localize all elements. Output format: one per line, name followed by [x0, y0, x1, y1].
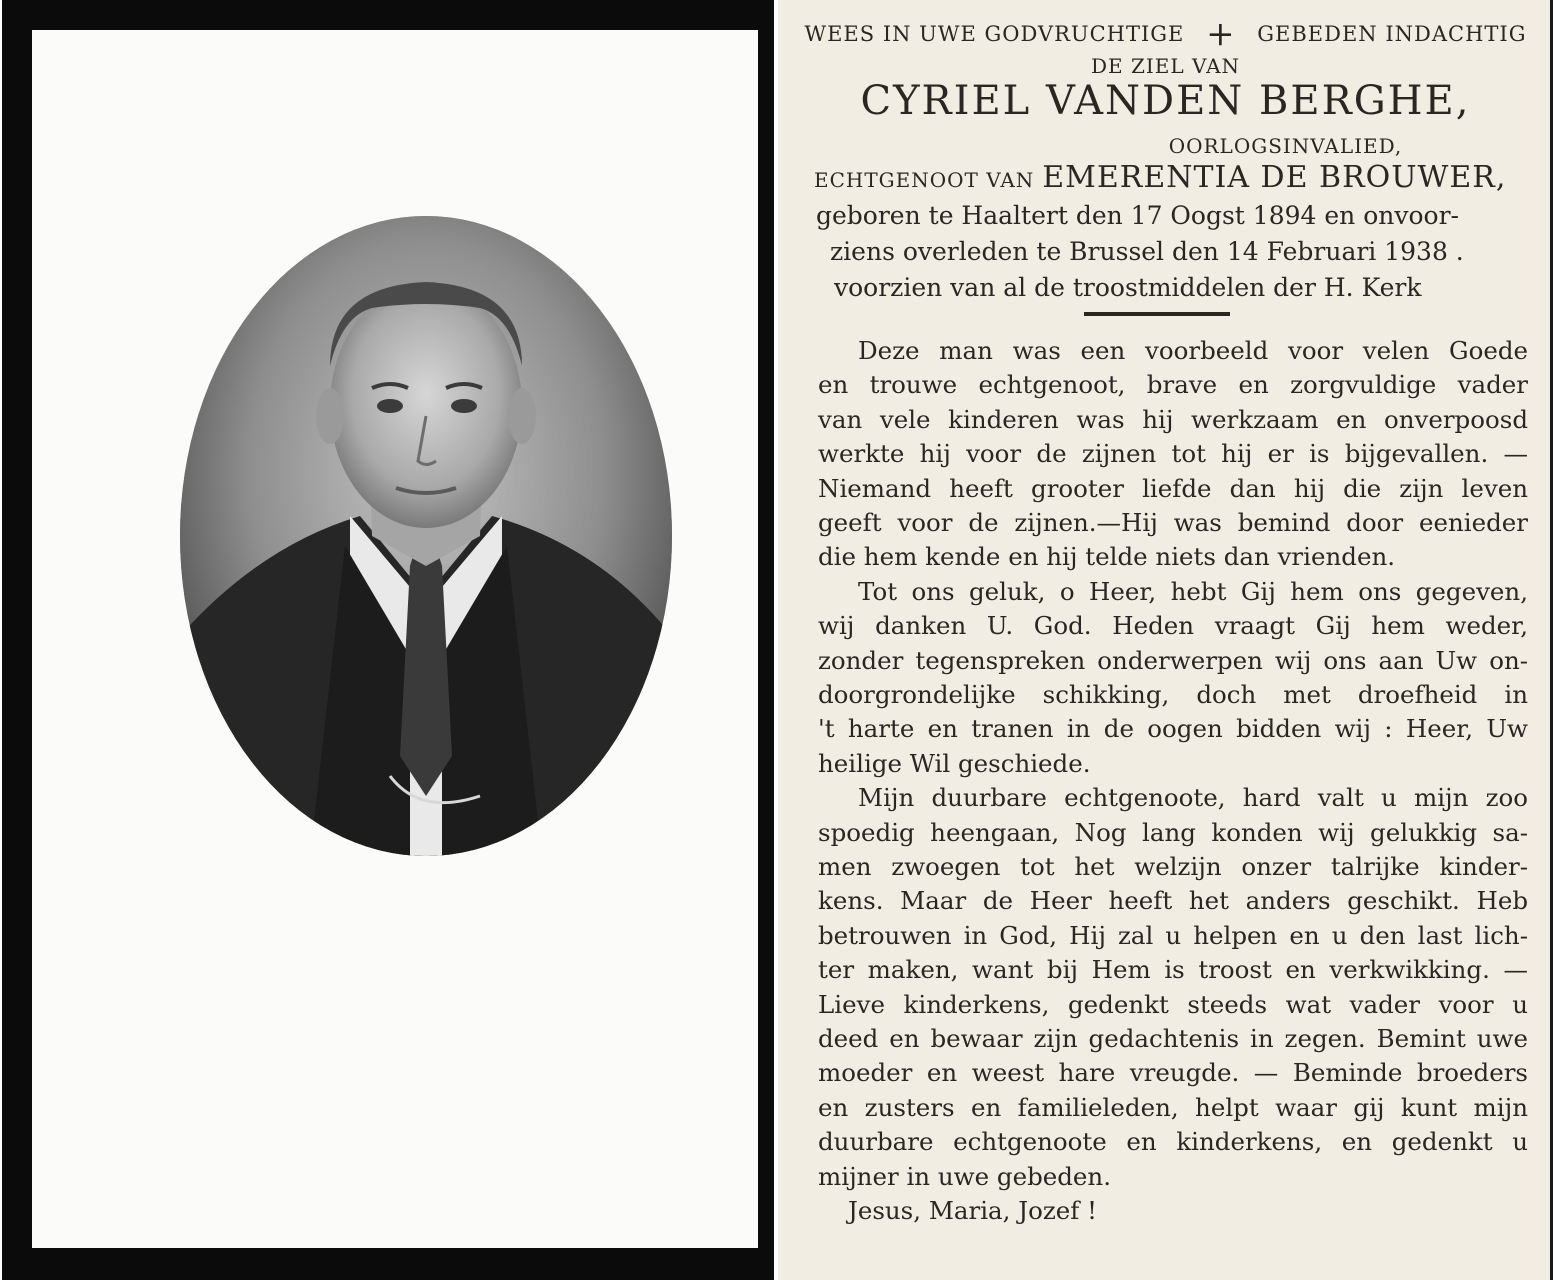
- memorial-text-line: van vele kinderen was hij werkzaam en onverpoosd: [818, 404, 1528, 434]
- memorial-text-line: men zwoegen tot het welzijn onzer talrijke kinder-: [818, 852, 1528, 881]
- memorial-text-line: werkte hij voor de zijnen tot hij er is bijgevallen. —: [818, 439, 1528, 469]
- deceased-name: CYRIEL VANDEN BERGHE,: [860, 78, 1471, 124]
- death-line: ziens overleden te Brussel den 14 Februari 1938 .: [830, 237, 1464, 266]
- memorial-text-line: betrouwen in God, Hij zal u helpen en u den last lich-: [818, 920, 1528, 950]
- cross-icon: +: [1206, 14, 1236, 54]
- memorial-text-line: doorgrondelijke schikking, doch met droefheid in: [818, 680, 1528, 709]
- memorial-text-line: moeder en weest hare vreugde. — Beminde broeders: [818, 1058, 1528, 1088]
- mourning-card-front: [2, 0, 774, 1280]
- memorial-text-line: en trouwe echtgenoot, brave en zorgvuldige vader: [818, 370, 1528, 400]
- memorial-text-line: en zusters en familieleden, helpt waar gij kunt mijn: [818, 1092, 1528, 1122]
- divider-rule: [1084, 312, 1230, 316]
- spouse-name: EMERENTIA DE BROUWER,: [1042, 160, 1507, 195]
- header-top-right: GEBEDEN INDACHTIG: [1257, 22, 1527, 46]
- mourning-card-back: [778, 0, 1553, 1280]
- deceased-title: OORLOGSINVALIED,: [1168, 134, 1403, 158]
- memorial-text-line: kens. Maar de Heer heeft het anders geschikt. Heb: [818, 886, 1528, 916]
- memorial-text-line: zonder tegenspreken onderwerpen wij ons aan Uw on-: [818, 645, 1528, 675]
- portrait-photo: [180, 216, 672, 856]
- spouse-line: [814, 160, 1506, 195]
- memorial-text-line: ter maken, want bij Hem is troost en verkwikking. —: [818, 955, 1528, 985]
- memorial-text-line: deed en bewaar zijn gedachtenis in zegen. Bemint uwe: [818, 1024, 1528, 1053]
- memorial-text-line: Jesus, Maria, Jozef !: [848, 1196, 1097, 1225]
- memorial-text-line: Niemand heeft grooter liefde dan hij die zijn leven: [818, 473, 1528, 503]
- memorial-text-line: Lieve kinderkens, gedenkt steeds wat vader voor u: [818, 989, 1528, 1019]
- header-ziel: DE ZIEL VAN: [1090, 54, 1241, 78]
- memorial-text-line: duurbare echtgenoote en kinderkens, en gedenkt u: [818, 1127, 1528, 1157]
- portrait-illustration: [180, 216, 672, 856]
- memorial-text-line: die hem kende en hij telde niets dan vrienden.: [818, 542, 1396, 572]
- card-edge: [1550, 0, 1553, 1280]
- spouse-label: ECHTGENOOT VAN: [814, 168, 1035, 192]
- memorial-text-line: 't harte en tranen in de oogen bidden wij : Heer, Uw: [818, 714, 1528, 744]
- memorial-text-line: geeft voor de zijnen.—Hij was bemind door eenieder: [818, 508, 1528, 537]
- memorial-text-line: wij danken U. God. Heden vraagt Gij hem weder,: [818, 611, 1528, 641]
- card-front-paper: [32, 30, 758, 1248]
- header-prayer-line: [778, 14, 1553, 54]
- memorial-text-line: mijner in uwe gebeden.: [818, 1161, 1111, 1191]
- memorial-text-line: Deze man was een voorbeeld voor velen Goede: [858, 336, 1528, 365]
- sacraments-line: voorzien van al de troostmiddelen der H. Kerk: [834, 273, 1422, 302]
- memorial-text-line: Tot ons geluk, o Heer, hebt Gij hem ons gegeven,: [858, 576, 1528, 606]
- memorial-text-line: heilige Wil geschiede.: [818, 748, 1091, 778]
- birth-line: geboren te Haaltert den 17 Oogst 1894 en onvoor-: [816, 201, 1459, 230]
- memorial-text-line: spoedig heengaan, Nog lang konden wij gelukkig sa-: [818, 817, 1528, 847]
- header-top-left: WEES IN UWE GODVRUCHTIGE: [804, 22, 1185, 46]
- memorial-text-line: Mijn duurbare echtgenoote, hard valt u mijn zoo: [858, 783, 1528, 813]
